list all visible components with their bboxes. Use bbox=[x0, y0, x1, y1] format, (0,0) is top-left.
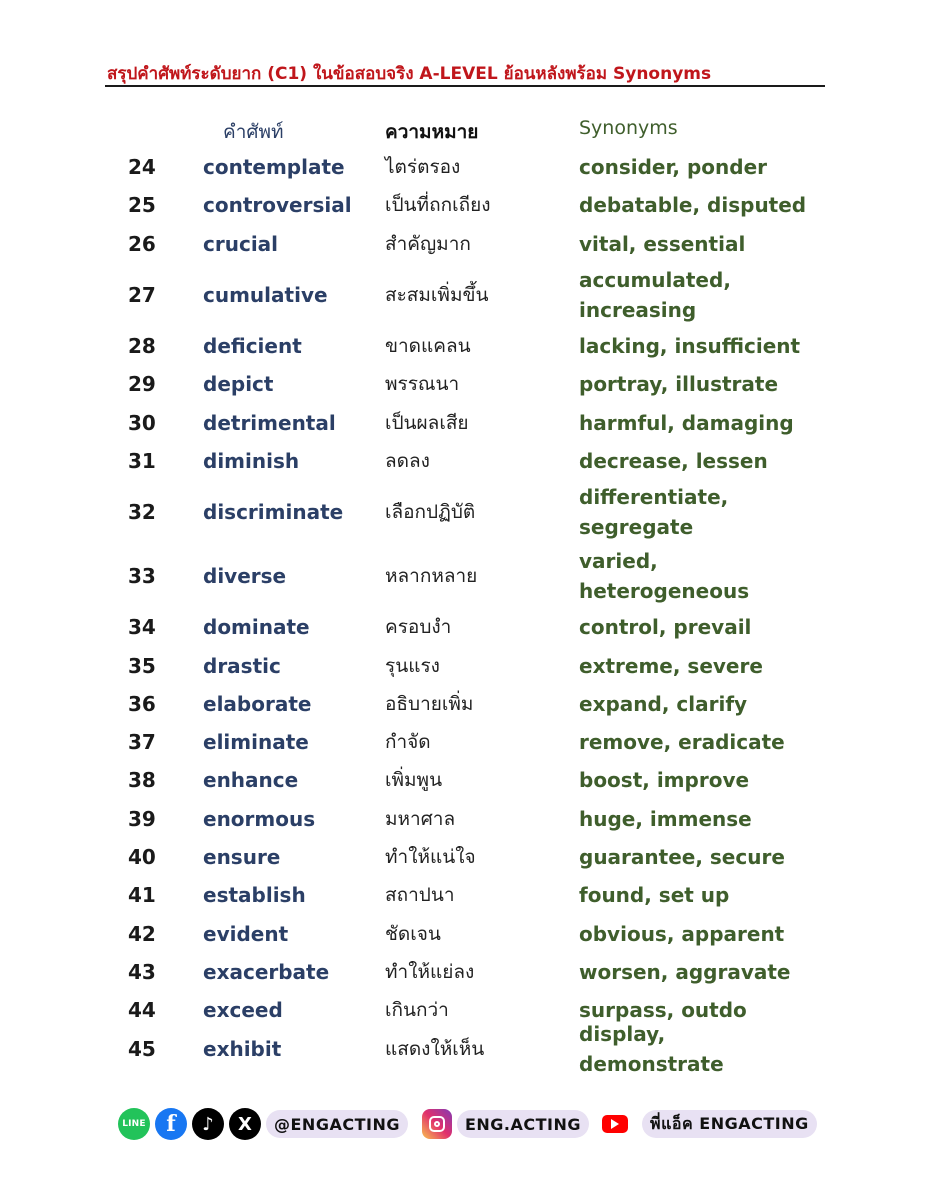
row-number: 45 bbox=[128, 1036, 156, 1061]
thai-meaning: พรรณนา bbox=[385, 373, 460, 396]
synonyms-text: debatable, disputed bbox=[579, 193, 807, 218]
row-number: 35 bbox=[128, 653, 156, 678]
synonyms-text: portray, illustrate bbox=[579, 372, 779, 397]
column-header-synonyms: Synonyms bbox=[579, 117, 678, 139]
table-row bbox=[0, 186, 927, 224]
vocab-word: drastic bbox=[203, 653, 281, 678]
thai-meaning: เป็นที่ถกเถียง bbox=[385, 194, 491, 217]
synonyms-text: obvious, apparent bbox=[579, 921, 785, 946]
synonyms-text: guarantee, secure bbox=[579, 845, 785, 870]
youtube-handle[interactable]: พี่แอ็ค ENGACTING bbox=[642, 1110, 817, 1138]
table-row bbox=[0, 608, 927, 646]
line-icon[interactable]: LINE bbox=[118, 1108, 150, 1140]
table-row bbox=[0, 646, 927, 684]
social-footer bbox=[118, 1108, 817, 1140]
vocab-word: deficient bbox=[203, 334, 302, 359]
synonyms-text: extreme, severe bbox=[579, 653, 763, 678]
vocab-word: eliminate bbox=[203, 730, 309, 755]
row-number: 27 bbox=[128, 282, 156, 307]
row-number: 25 bbox=[128, 193, 156, 218]
thai-meaning: เป็นผลเสีย bbox=[385, 411, 469, 434]
synonyms-text: control, prevail bbox=[579, 615, 752, 640]
row-number: 44 bbox=[128, 998, 156, 1023]
thai-meaning: เลือกปฏิบัติ bbox=[385, 501, 476, 524]
synonyms-text: expand, clarify bbox=[579, 691, 748, 716]
synonyms-text: worsen, aggravate bbox=[579, 959, 791, 984]
synonyms-text: boost, improve bbox=[579, 768, 750, 793]
table-row bbox=[0, 544, 927, 608]
synonyms-text: harmful, damaging bbox=[579, 410, 794, 435]
synonyms-text: consider, ponder bbox=[579, 155, 767, 180]
table-row bbox=[0, 953, 927, 991]
table-row bbox=[0, 404, 927, 442]
row-number: 26 bbox=[128, 231, 156, 256]
vocab-word: elaborate bbox=[203, 691, 312, 716]
vocab-word: ensure bbox=[203, 845, 281, 870]
thai-meaning: ทำให้แย่ลง bbox=[385, 960, 475, 983]
vocab-word: enhance bbox=[203, 768, 299, 793]
vocab-word: exhibit bbox=[203, 1036, 282, 1061]
vocab-word: establish bbox=[203, 883, 306, 908]
x-handle[interactable]: @ENGACTING bbox=[266, 1110, 408, 1138]
vocab-word: controversial bbox=[203, 193, 352, 218]
thai-meaning: รุนแรง bbox=[385, 654, 440, 677]
row-number: 39 bbox=[128, 806, 156, 831]
vocab-word: dominate bbox=[203, 615, 310, 640]
thai-meaning: หลากหลาย bbox=[385, 565, 478, 588]
column-header-meaning: ความหมาย bbox=[385, 121, 479, 143]
thai-meaning: เกินกว่า bbox=[385, 999, 449, 1022]
row-number: 32 bbox=[128, 500, 156, 525]
vocab-word: detrimental bbox=[203, 410, 336, 435]
instagram-icon[interactable] bbox=[422, 1109, 452, 1139]
thai-meaning: อธิบายเพิ่ม bbox=[385, 692, 474, 715]
tiktok-icon[interactable]: ♪ bbox=[192, 1108, 224, 1140]
row-number: 40 bbox=[128, 845, 156, 870]
instagram-handle[interactable]: ENG.ACTING bbox=[457, 1110, 589, 1138]
table-row bbox=[0, 838, 927, 876]
synonyms-text: decrease, lessen bbox=[579, 448, 768, 473]
row-number: 24 bbox=[128, 155, 156, 180]
thai-meaning: ไตร่ตรอง bbox=[385, 156, 461, 179]
vocab-word: contemplate bbox=[203, 155, 345, 180]
row-number: 42 bbox=[128, 921, 156, 946]
table-row bbox=[0, 327, 927, 365]
table-row bbox=[0, 225, 927, 263]
row-number: 41 bbox=[128, 883, 156, 908]
table-row bbox=[0, 876, 927, 914]
synonyms-text: found, set up bbox=[579, 883, 730, 908]
table-row bbox=[0, 723, 927, 761]
vocab-word: diverse bbox=[203, 564, 287, 589]
thai-meaning: ครอบงำ bbox=[385, 616, 452, 639]
row-number: 37 bbox=[128, 730, 156, 755]
thai-meaning: สะสมเพิ่มขึ้น bbox=[385, 283, 489, 306]
synonyms-text: lacking, insufficient bbox=[579, 334, 801, 359]
table-row bbox=[0, 685, 927, 723]
vocab-word: exceed bbox=[203, 998, 283, 1023]
vocab-word: evident bbox=[203, 921, 289, 946]
table-row bbox=[0, 761, 927, 799]
vocab-word: discriminate bbox=[203, 500, 344, 525]
table-row bbox=[0, 1021, 927, 1076]
thai-meaning: ลดลง bbox=[385, 449, 430, 472]
vocab-word: diminish bbox=[203, 448, 300, 473]
vocab-word: depict bbox=[203, 372, 274, 397]
synonyms-text: surpass, outdo bbox=[579, 998, 747, 1023]
table-row bbox=[0, 915, 927, 953]
row-number: 31 bbox=[128, 448, 156, 473]
synonyms-text: display, demonstrate bbox=[579, 1021, 724, 1076]
x-icon[interactable]: X bbox=[229, 1108, 261, 1140]
row-number: 36 bbox=[128, 691, 156, 716]
synonyms-text: vital, essential bbox=[579, 231, 746, 256]
thai-meaning: ชัดเจน bbox=[385, 922, 441, 945]
column-header-word: คำศัพท์ bbox=[223, 121, 284, 143]
table-row bbox=[0, 800, 927, 838]
thai-meaning: กำจัด bbox=[385, 731, 431, 754]
table-row bbox=[0, 148, 927, 186]
table-row bbox=[0, 480, 927, 544]
row-number: 38 bbox=[128, 768, 156, 793]
table-row bbox=[0, 442, 927, 480]
synonyms-text: differentiate, segregate bbox=[579, 485, 729, 540]
table-row bbox=[0, 263, 927, 327]
vocab-word: exacerbate bbox=[203, 959, 330, 984]
vocab-word: cumulative bbox=[203, 282, 328, 307]
page-title: สรุปคำศัพท์ระดับยาก (C1) ในข้อสอบจริง A-LEVEL ย้อนหลังพร้อม Synonyms bbox=[107, 64, 712, 84]
title-divider bbox=[105, 85, 825, 87]
vocab-word: crucial bbox=[203, 231, 279, 256]
row-number: 30 bbox=[128, 410, 156, 435]
thai-meaning: แสดงให้เห็น bbox=[385, 1037, 485, 1060]
table-row bbox=[0, 365, 927, 403]
thai-meaning: เพิ่มพูน bbox=[385, 769, 443, 792]
youtube-icon[interactable] bbox=[602, 1115, 628, 1133]
thai-meaning: สำคัญมาก bbox=[385, 232, 471, 255]
thai-meaning: มหาศาล bbox=[385, 807, 456, 830]
thai-meaning: ขาดแคลน bbox=[385, 335, 471, 358]
row-number: 43 bbox=[128, 959, 156, 984]
row-number: 29 bbox=[128, 372, 156, 397]
thai-meaning: สถาปนา bbox=[385, 884, 455, 907]
synonyms-text: huge, immense bbox=[579, 806, 752, 831]
synonyms-text: varied, heterogeneous bbox=[579, 549, 750, 604]
synonyms-text: remove, eradicate bbox=[579, 730, 785, 755]
row-number: 34 bbox=[128, 615, 156, 640]
vocab-word: enormous bbox=[203, 806, 316, 831]
facebook-icon[interactable]: f bbox=[155, 1108, 187, 1140]
row-number: 28 bbox=[128, 334, 156, 359]
synonyms-text: accumulated, increasing bbox=[579, 267, 731, 322]
row-number: 33 bbox=[128, 564, 156, 589]
thai-meaning: ทำให้แน่ใจ bbox=[385, 846, 476, 869]
